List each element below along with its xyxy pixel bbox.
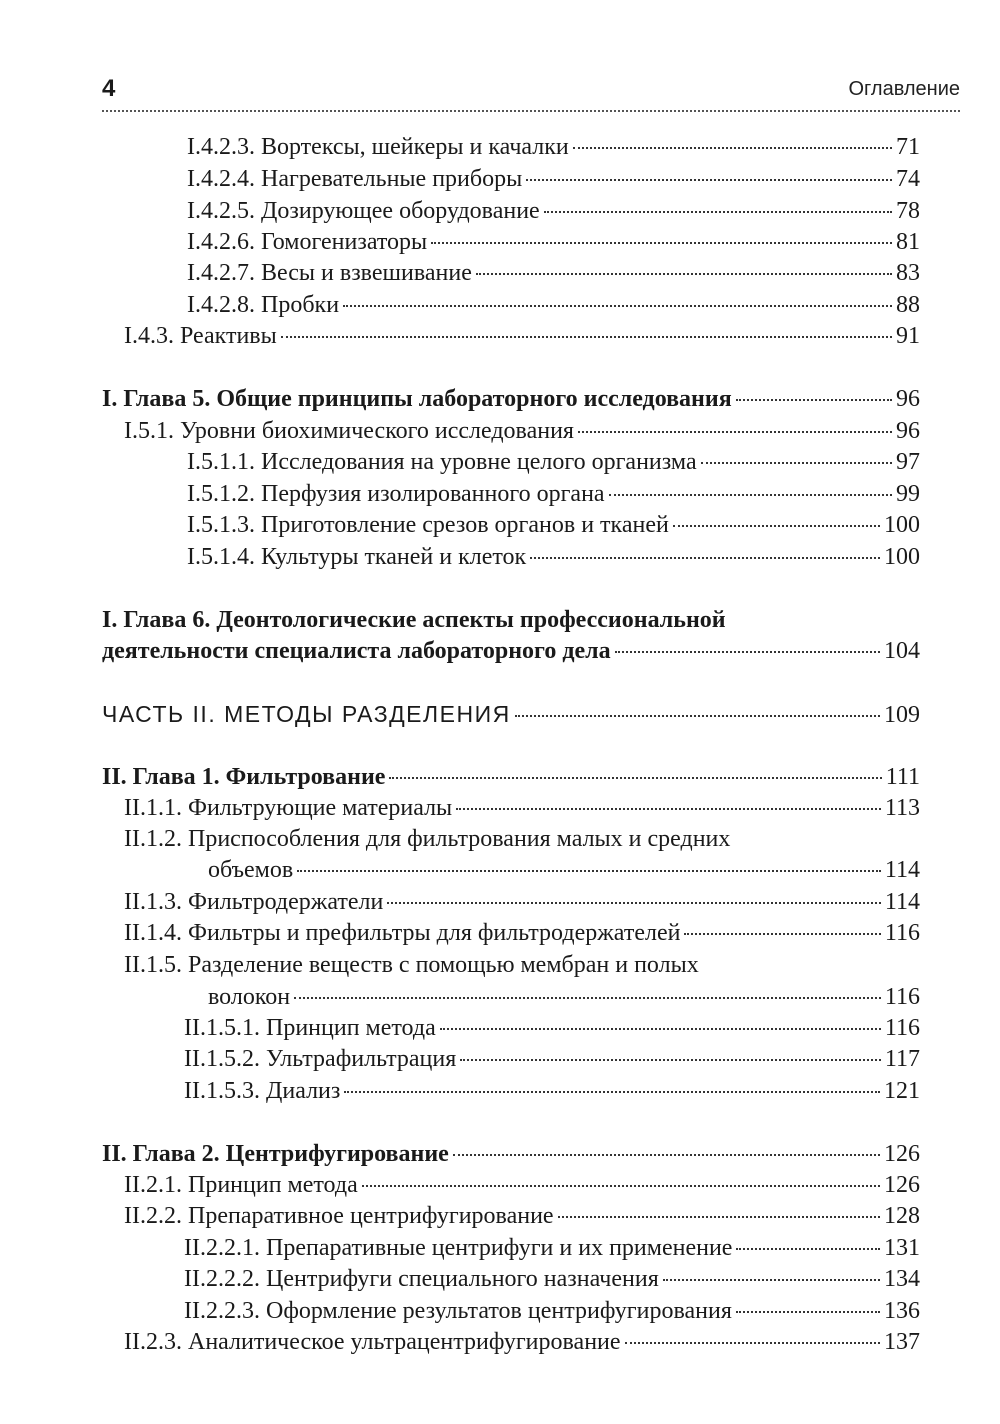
toc-entry-page: 81 [896,229,920,255]
toc-entry[interactable] [124,793,920,824]
toc-entry-page: 126 [884,1141,920,1167]
toc-entry-page: 83 [896,260,920,286]
toc-entry-page: 126 [884,1172,920,1198]
toc-chapter-entry[interactable] [102,384,920,415]
dot-leader [663,1279,880,1281]
dot-leader [440,1028,881,1030]
toc-entry-title: I.5.1.3. Приготовление срезов органов и тканей [187,512,669,538]
toc-entry[interactable] [184,1013,920,1044]
toc-entry-title: I.4.2.7. Весы и взвешивание [187,260,472,286]
toc-entry-title: I. Глава 5. Общие принципы лабораторного исследования [102,386,732,412]
toc-entry[interactable] [124,918,920,949]
dot-leader [736,399,892,401]
toc-entry[interactable] [184,1296,920,1327]
toc-entry-title: I.5.1.2. Перфузия изолированного органа [187,481,605,507]
toc-entry[interactable] [187,479,920,510]
dot-leader [701,462,892,464]
dot-leader [343,305,892,307]
toc-entry-title: I.4.2.4. Нагревательные приборы [187,166,523,192]
dot-leader [573,147,892,149]
dot-leader [387,902,881,904]
toc-entry-title: I.5.1.1. Исследования на уровне целого организма [187,449,697,475]
toc-entry[interactable] [187,227,920,258]
toc-entry[interactable] [187,542,920,573]
toc-entry-title: II. Глава 2. Центрифугирование [102,1141,449,1167]
dot-leader [615,651,880,653]
toc-entry-page: 104 [884,638,920,664]
toc-entry[interactable] [187,290,920,321]
toc-entry-title: I.5.1. Уровни биохимического исследования [124,418,574,444]
toc-entry-title: II.2.2.1. Препаративные центрифуги и их применение [184,1235,733,1261]
dot-leader [431,242,892,244]
toc-entry[interactable] [124,1201,920,1232]
toc-entry-page: 99 [896,481,920,507]
dot-leader [530,557,880,559]
toc-entry-page: 97 [896,449,920,475]
toc-entry-title: I.4.2.6. Гомогенизаторы [187,229,428,255]
toc-entry-page: 91 [896,323,920,349]
toc-entry-title: I.4.3. Реактивы [124,323,277,349]
toc-entry-title: ЧАСТЬ II. МЕТОДЫ РАЗДЕЛЕНИЯ [102,701,511,727]
dot-leader [673,525,880,527]
toc-entry-page: 116 [884,920,920,946]
running-title: Оглавление [848,78,960,100]
toc-entry-title: I.5.1.4. Культуры тканей и клеток [187,544,527,570]
toc-chapter-entry[interactable] [102,1139,920,1170]
page-number: 4 [102,75,116,102]
toc-entry-title: II.2.2.3. Оформление результатов центрифугирования [184,1298,732,1324]
toc-entry[interactable] [124,416,920,447]
dot-leader [294,997,881,999]
toc-entry-title: объемов [208,857,294,883]
toc-entry-title: волокон [208,984,291,1010]
dot-leader [736,1248,880,1250]
toc-entry-page: 96 [896,386,920,412]
toc-entry-title: II.2.1. Принцип метода [124,1172,358,1198]
toc-entry[interactable] [187,447,920,478]
dot-leader [453,1154,880,1156]
toc-entry-page: 88 [896,292,920,318]
toc-entry-title-line[interactable]: II.1.2. Приспособления для фильтрования малых и средних [124,826,731,852]
toc-entry[interactable] [184,1264,920,1295]
dot-leader [684,933,880,935]
toc-entry-title: II.1.5.2. Ультрафильтрация [184,1046,457,1072]
toc-chapter-entry[interactable] [102,636,920,667]
dot-leader [609,494,892,496]
toc-entry[interactable] [187,258,920,289]
toc-entry[interactable] [208,855,920,886]
toc-entry-title: II.2.2. Препаративное центрифугирование [124,1203,554,1229]
toc-entry-title: I.4.2.3. Вортексы, шейкеры и качалки [187,134,569,160]
dot-leader [544,211,892,213]
dot-leader [526,179,892,181]
toc-entry-title: II.2.2.2. Центрифуги специального назначения [184,1266,659,1292]
dot-leader [460,1059,881,1061]
dot-leader [389,777,881,779]
toc-entry-page: 78 [896,198,920,224]
toc-entry-page: 116 [884,1015,920,1041]
toc-entry-page: 121 [884,1078,920,1104]
toc-entry-page: 128 [884,1203,920,1229]
toc-entry-page: 114 [884,889,920,915]
toc-entry-page: 114 [884,857,920,883]
toc-entry-page: 131 [884,1235,920,1261]
toc-entry-title: I.4.2.5. Дозирующее оборудование [187,198,540,224]
toc-entry-page: 74 [896,166,920,192]
toc-entry[interactable] [124,321,920,352]
toc-chapter-title-line[interactable]: I. Глава 6. Деонтологические аспекты профессиональной [102,607,726,633]
toc-entry[interactable] [124,1327,920,1358]
toc-entry-page: 137 [884,1329,920,1355]
toc-part-entry[interactable] [102,699,920,731]
toc-entry[interactable] [124,1170,920,1201]
toc-entry-page: 136 [884,1298,920,1324]
dot-leader [515,715,880,717]
dot-leader [344,1091,880,1093]
toc-entry-page: 111 [885,764,920,790]
toc-entry[interactable] [187,510,920,541]
toc-entry-page: 113 [884,795,920,821]
toc-entry-page: 109 [884,702,920,728]
toc-entry-page: 96 [896,418,920,444]
toc-entry-title: II.1.3. Фильтродержатели [124,889,384,915]
dot-leader [578,431,892,433]
toc-entry-title: II. Глава 1. Фильтрование [102,764,386,790]
toc-entry-page: 100 [884,544,920,570]
dot-leader [281,336,892,338]
dot-leader [625,1342,880,1344]
toc-entry-page: 134 [884,1266,920,1292]
toc-entry-title: II.1.5.3. Диализ [184,1078,341,1104]
dot-leader [736,1311,880,1313]
toc-entry-title: I.4.2.8. Пробки [187,292,340,318]
toc-entry[interactable] [187,164,920,195]
toc-entry-title: II.1.4. Фильтры и префильтры для фильтродержателей [124,920,681,946]
toc-entry-title: II.1.5.1. Принцип метода [184,1015,436,1041]
toc-entry[interactable] [184,1076,920,1107]
toc-entry[interactable] [184,1044,920,1075]
toc-entry-page: 71 [896,134,920,160]
toc-entry-page: 116 [884,984,920,1010]
toc-entry-title-line[interactable]: II.1.5. Разделение веществ с помощью мембран и полых [124,952,699,978]
dot-leader [558,1216,880,1218]
toc-entry-title: II.1.1. Фильтрующие материалы [124,795,453,821]
toc-entry-page: 117 [884,1046,920,1072]
dot-leader [297,870,881,872]
dot-leader [362,1185,880,1187]
dot-leader [456,808,881,810]
toc-entry-title: II.2.3. Аналитическое ультрацентрифугирование [124,1329,621,1355]
toc-chapter-entry[interactable] [102,762,920,793]
toc-entry[interactable] [208,982,920,1013]
toc-entry[interactable] [124,887,920,918]
dot-leader [476,273,892,275]
toc-entry[interactable] [187,196,920,227]
toc-entry-title: деятельности специалиста лабораторного дела [102,638,611,664]
toc-entry[interactable] [184,1233,920,1264]
toc-entry[interactable] [187,132,920,163]
toc-entry-page: 100 [884,512,920,538]
